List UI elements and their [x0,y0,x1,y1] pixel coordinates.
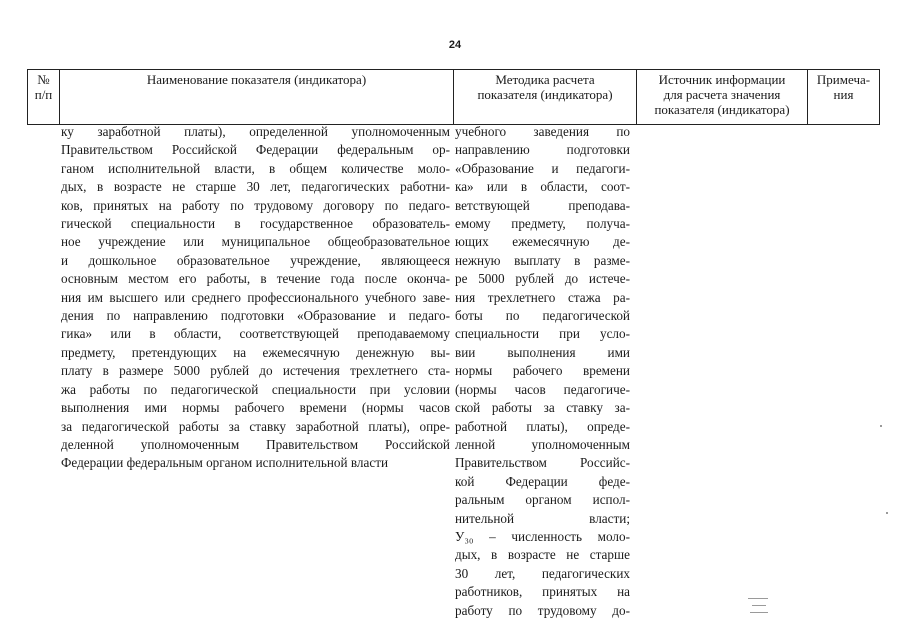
method-text-line: 30 лет, педагогических [455,565,630,581]
indicator-text-line: дых, в возрасте не старше 30 лет, педагогических работни- [61,179,450,195]
method-text-line: (нормы часов педагогиче- [455,381,630,397]
indicator-text-line: ков, принятых на работу по трудовому договору по педаго- [61,197,450,213]
indicator-text-line: жа работы по педагогической специальности при условии [61,381,450,397]
method-text-line: нительной власти; [455,510,630,526]
indicator-text-line: за педагогической работы за ставку заработной платы), опре- [61,418,450,434]
header-cell-method: Методика расчета показателя (индикатора) [477,72,613,102]
method-text-line: У₃₀ – численность моло- [455,528,630,544]
method-text-line: «Образование и педагоги- [455,160,630,176]
header-cell-notes: Примеча- ния [816,72,871,102]
indicator-name-text [61,123,450,473]
method-text-line: специальности при усло- [455,326,630,342]
indicator-text-line: и дошкольное образовательное учреждение, являющееся [61,252,450,268]
method-text-line: нежную выплату в разме- [455,252,630,268]
method-text-line: дых, в возрасте не старше [455,547,630,563]
method-text-line: ющих ежемесячную де- [455,234,630,250]
indicator-text-line: Правительством Российской Федерации федеральным ор- [61,142,450,158]
header-cell-indicator-name: Наименование показателя (индикатора) [146,72,367,87]
method-text-line: емому предмету, получа- [455,216,630,232]
header-divider-right [879,69,880,125]
method-text-line: ленной уполномоченным [455,436,630,452]
method-text-line: вии выполнения ими [455,344,630,360]
method-text-line: работу по трудовому до- [455,602,630,618]
method-text [455,123,630,620]
indicator-text-line: плату в размере 5000 рублей до истечения трехлетнего ста- [61,363,450,379]
indicator-text-line: Федерации федеральным органом исполнительной власти [61,455,389,471]
method-text-line: боты по педагогической [455,308,630,324]
indicator-text-line: ное учреждение или муниципальное общеобразовательное [61,234,450,250]
method-text-line: ре 5000 рублей до истече- [455,271,630,287]
method-text-line: ральным органом испол- [455,492,630,508]
method-text-line: учебного заведения по [455,124,630,139]
scan-speck [752,605,766,606]
method-text-line: ской работы за ставку за- [455,400,630,416]
indicator-text-line: ганом исполнительной власти, в общем количестве моло- [61,160,450,176]
page-number: 24 [448,39,462,51]
indicator-text-line: дения по направлению подготовки «Образование и педаго- [61,308,450,324]
method-text-line: Правительством Российс- [455,455,630,471]
method-text-line: работников, принятых на [455,584,630,600]
indicator-text-line: деленной уполномоченным Правительством Российской [61,436,450,452]
method-text-line: ка» или в области, соот- [455,179,630,195]
method-text-line: ветствующей преподава- [455,197,630,213]
indicator-text-line: выполнения ими нормы рабочего времени (нормы часов [61,400,450,416]
indicator-text-line: предмету, претендующих на ежемесячную денежную вы- [61,344,450,360]
method-text-line: нормы рабочего времени [455,363,630,379]
method-text-line: ния трехлетнего стажа ра- [455,289,630,305]
indicator-text-line: ку заработной платы), определенной уполномоченным [61,124,450,139]
indicator-text-line: ния им высшего или среднего профессионального учебного заве- [61,289,450,305]
method-text-line: направлению подготовки [455,142,630,158]
header-cell-number: № п/п [34,72,53,102]
method-text-line: работной платы), опреде- [455,418,630,434]
scan-speck [880,425,882,427]
indicator-text-line: гика» или в области, соответствующей преподаваемому [61,326,450,342]
scan-speck [886,512,888,514]
scan-speck [748,598,768,599]
header-cell-source: Источник информации для расчета значения показателя (индикатора) [654,72,790,117]
scan-speck [750,612,768,613]
method-text-line: кой Федерации феде- [455,473,630,489]
indicator-text-line: гической специальности в государственное образователь- [61,216,450,232]
indicator-text-line: основным местом его работы, в течение года после оконча- [61,271,450,287]
